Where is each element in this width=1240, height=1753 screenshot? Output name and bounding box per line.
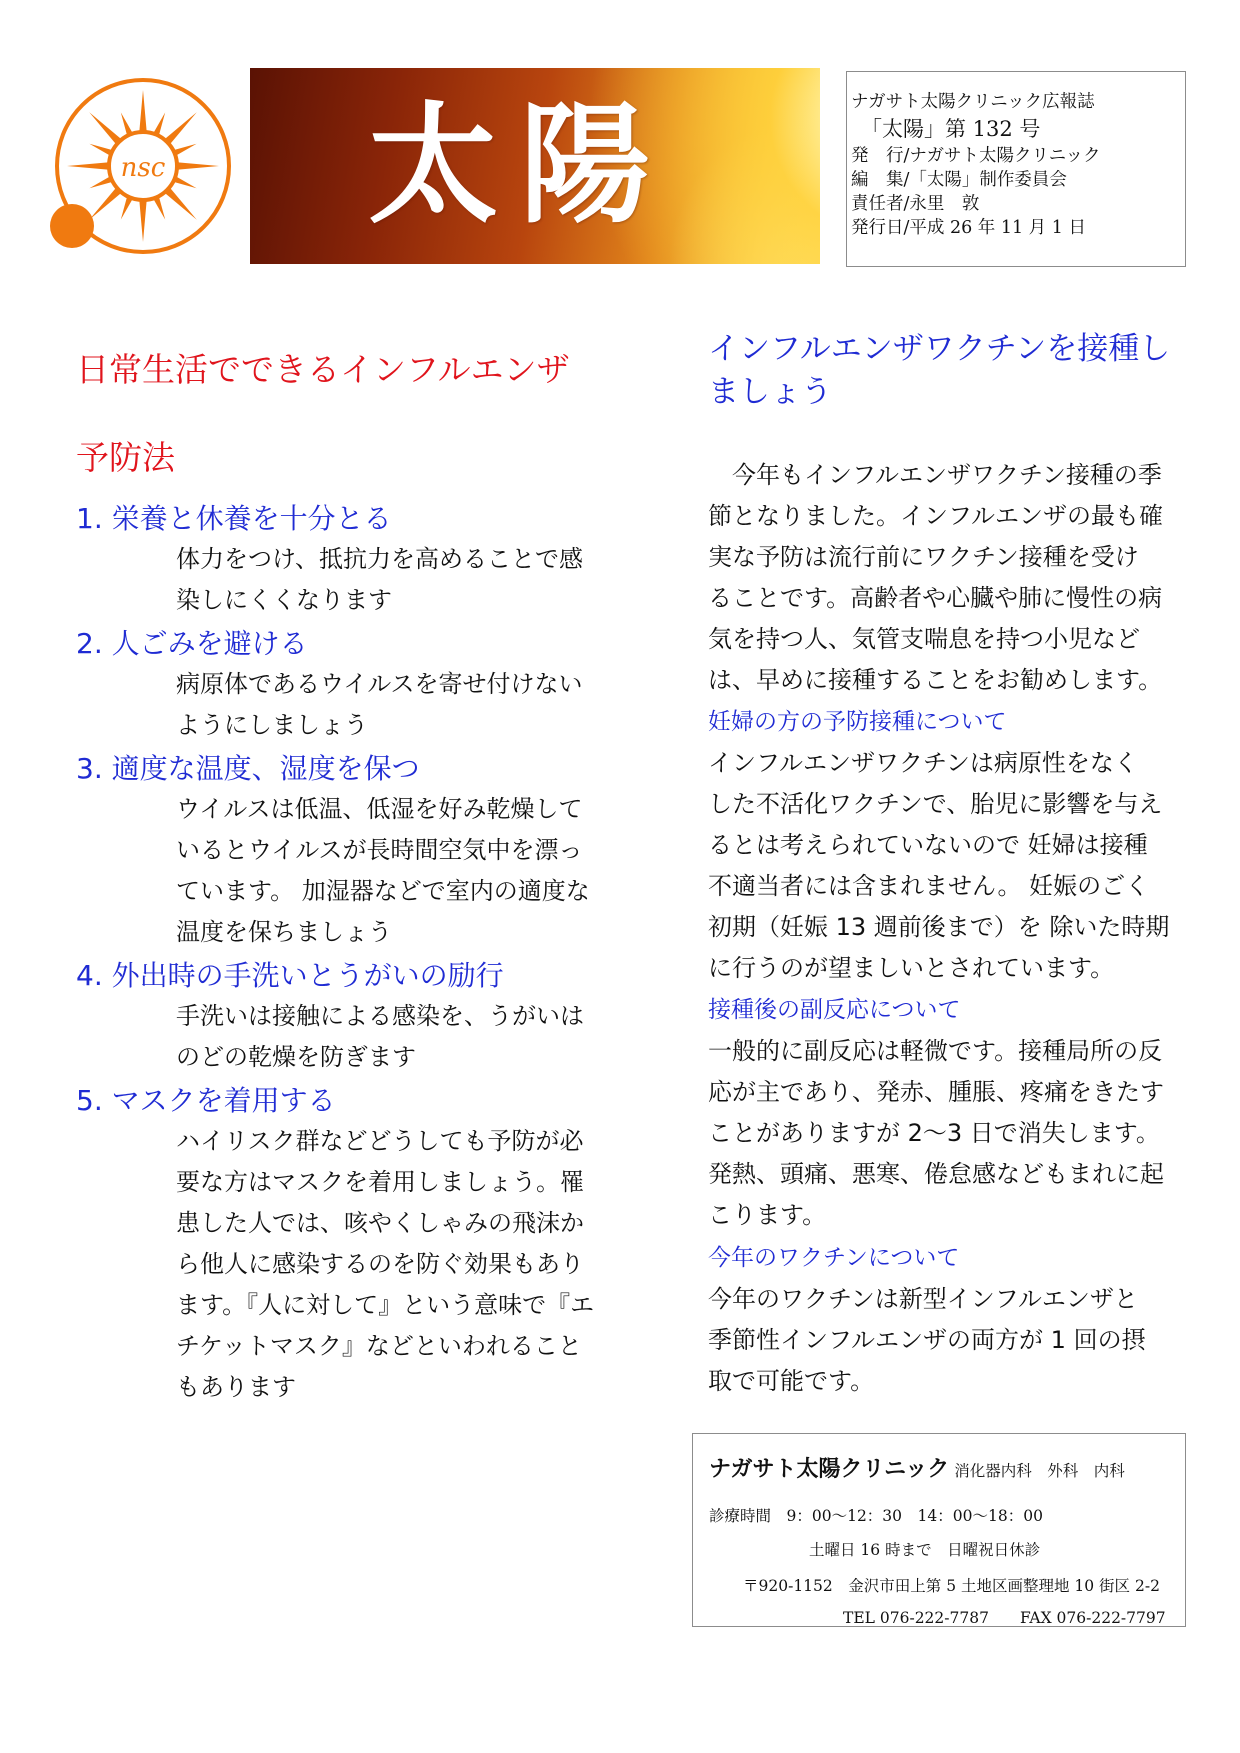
section-heading: 今年のワクチンについて <box>708 1245 960 1271</box>
publication-name: ナガサト太陽クリニック広報誌 <box>851 92 1095 112</box>
intro-text: 節となりました。インフルエンザの最も確 <box>708 502 1164 530</box>
section-text: 取で可能です。 <box>708 1367 875 1395</box>
clinic-address: 〒920-1152 金沢市田上第 5 土地区画整理地 10 街区 2-2 <box>743 1577 1160 1595</box>
clinic-info-box <box>692 1433 1186 1627</box>
responsible-person: 責任者/永里 敦 <box>851 194 980 214</box>
item-heading: 4. 外出時の手洗いとうがいの励行 <box>76 959 504 992</box>
issue-number: 「太陽」第 132 号 <box>861 117 1041 141</box>
item-heading: 3. 適度な温度、湿度を保つ <box>76 752 420 785</box>
section-text: した不活化ワクチンで、胎児に影響を与え <box>708 790 1163 818</box>
clinic-logo <box>46 76 236 258</box>
section-text: るとは考えられていないので 妊婦は接種 <box>708 831 1148 859</box>
item-text: ウイルスは低温、低湿を好み乾燥して <box>176 795 583 823</box>
left-title-line2: 予防法 <box>76 438 175 477</box>
item-text: いるとウイルスが長時間空気中を漂っ <box>176 836 583 864</box>
section-text: インフルエンザワクチンは病原性をなく <box>708 749 1138 777</box>
left-title-line1: 日常生活でできるインフルエンザ <box>76 350 570 389</box>
section-text: 今年のワクチンは新型インフルエンザと <box>708 1285 1138 1313</box>
issue-date: 発行日/平成 26 年 11 月 1 日 <box>851 218 1086 238</box>
sun-ray <box>89 187 121 219</box>
sun-ray <box>139 200 146 242</box>
item-text: 要な方はマスクを着用しましょう。罹 <box>176 1168 584 1196</box>
item-text: 病原体であるウイルスを寄せ付けない <box>176 670 583 698</box>
right-title-line1: インフルエンザワクチンを接種し <box>708 331 1171 367</box>
item-heading: 5. マスクを着用する <box>76 1084 336 1117</box>
section-heading: 妊婦の方の予防接種について <box>708 709 1007 735</box>
item-text: 体力をつけ、抵抗力を高めることで感 <box>176 545 584 573</box>
clinic-hours: 診療時間 9：00〜12：30 14：00〜18：00 <box>709 1507 1043 1525</box>
item-text: ハイリスク群などどうしても予防が必 <box>176 1127 584 1155</box>
sun-ray <box>164 112 196 144</box>
sun-ray <box>139 90 146 132</box>
sun-ray <box>89 112 121 144</box>
sun-ray <box>177 162 219 169</box>
publisher: 発 行/ナガサト太陽クリニック <box>851 146 1101 166</box>
section-text: 一般的に副反応は軽微です。接種局所の反 <box>708 1037 1163 1065</box>
item-text: チケットマスク』などといわれること <box>176 1332 582 1360</box>
clinic-name: ナガサト太陽クリニック <box>709 1457 950 1482</box>
sun-ray <box>67 162 109 169</box>
sun-logo-icon <box>46 76 236 258</box>
item-text: もあります <box>176 1373 296 1401</box>
item-text: 温度を保ちましょう <box>176 918 392 946</box>
item-text: 手洗いは接触による感染を、うがいは <box>176 1002 584 1030</box>
section-text: 応が主であり、発赤、腫脹、疼痛をきたす <box>708 1078 1164 1106</box>
section-text: に行うのが望ましいとされています。 <box>708 954 1115 982</box>
intro-text: 気を持つ人、気管支喘息を持つ小児など <box>708 625 1140 653</box>
item-heading: 2. 人ごみを避ける <box>76 627 308 660</box>
section-heading: 接種後の副反応について <box>708 997 961 1023</box>
intro-text: 今年もインフルエンザワクチン接種の季 <box>708 461 1162 489</box>
section-text: 季節性インフルエンザの両方が 1 回の摂 <box>708 1326 1146 1354</box>
intro-text: は、早めに接種することをお勧めします。 <box>708 666 1163 694</box>
clinic-holidays: 土曜日 16 時まで 日曜祝日休診 <box>809 1541 1041 1559</box>
item-heading: 1. 栄養と休養を十分とる <box>76 502 392 535</box>
item-text: ら他人に感染するのを防ぐ効果もあり <box>176 1250 584 1278</box>
section-text: こります。 <box>708 1201 827 1229</box>
logo-text: nsc <box>120 153 166 183</box>
section-text: 発熱、頭痛、悪寒、倦怠感などもまれに起 <box>708 1160 1164 1188</box>
masthead-info-box <box>846 71 1186 267</box>
item-text: 染しにくくなります <box>176 586 392 614</box>
section-text: ことがありますが 2〜3 日で消失します。 <box>708 1119 1160 1147</box>
right-title-line2: ましょう <box>708 374 832 410</box>
intro-text: ることです。高齢者や心臓や肺に慢性の病 <box>708 584 1163 612</box>
sun-ray <box>164 187 196 219</box>
item-text: 患した人では、咳やくしゃみの飛沫か <box>176 1209 584 1237</box>
item-text: ます。『人に対して』という意味で『エ <box>176 1291 595 1319</box>
section-text: 不適当者には含まれません。 妊娠のごく <box>708 872 1150 900</box>
banner-title: 太陽 <box>368 88 673 241</box>
clinic-departments: 消化器内科 外科 内科 <box>954 1462 1125 1480</box>
editor: 編 集/「太陽」制作委員会 <box>851 170 1067 190</box>
item-text: ようにしましょう <box>176 711 368 739</box>
clinic-contact: TEL 076-222-7787 FAX 076-222-7797 <box>843 1609 1166 1627</box>
masthead-banner <box>250 68 820 264</box>
item-text: のどの乾燥を防ぎます <box>176 1043 416 1071</box>
intro-text: 実な予防は流行前にワクチン接種を受け <box>708 543 1139 571</box>
section-text: 初期（妊娠 13 週前後まで）を 除いた時期 <box>708 913 1170 941</box>
item-text: ています。 加湿器などで室内の適度な <box>176 877 590 905</box>
